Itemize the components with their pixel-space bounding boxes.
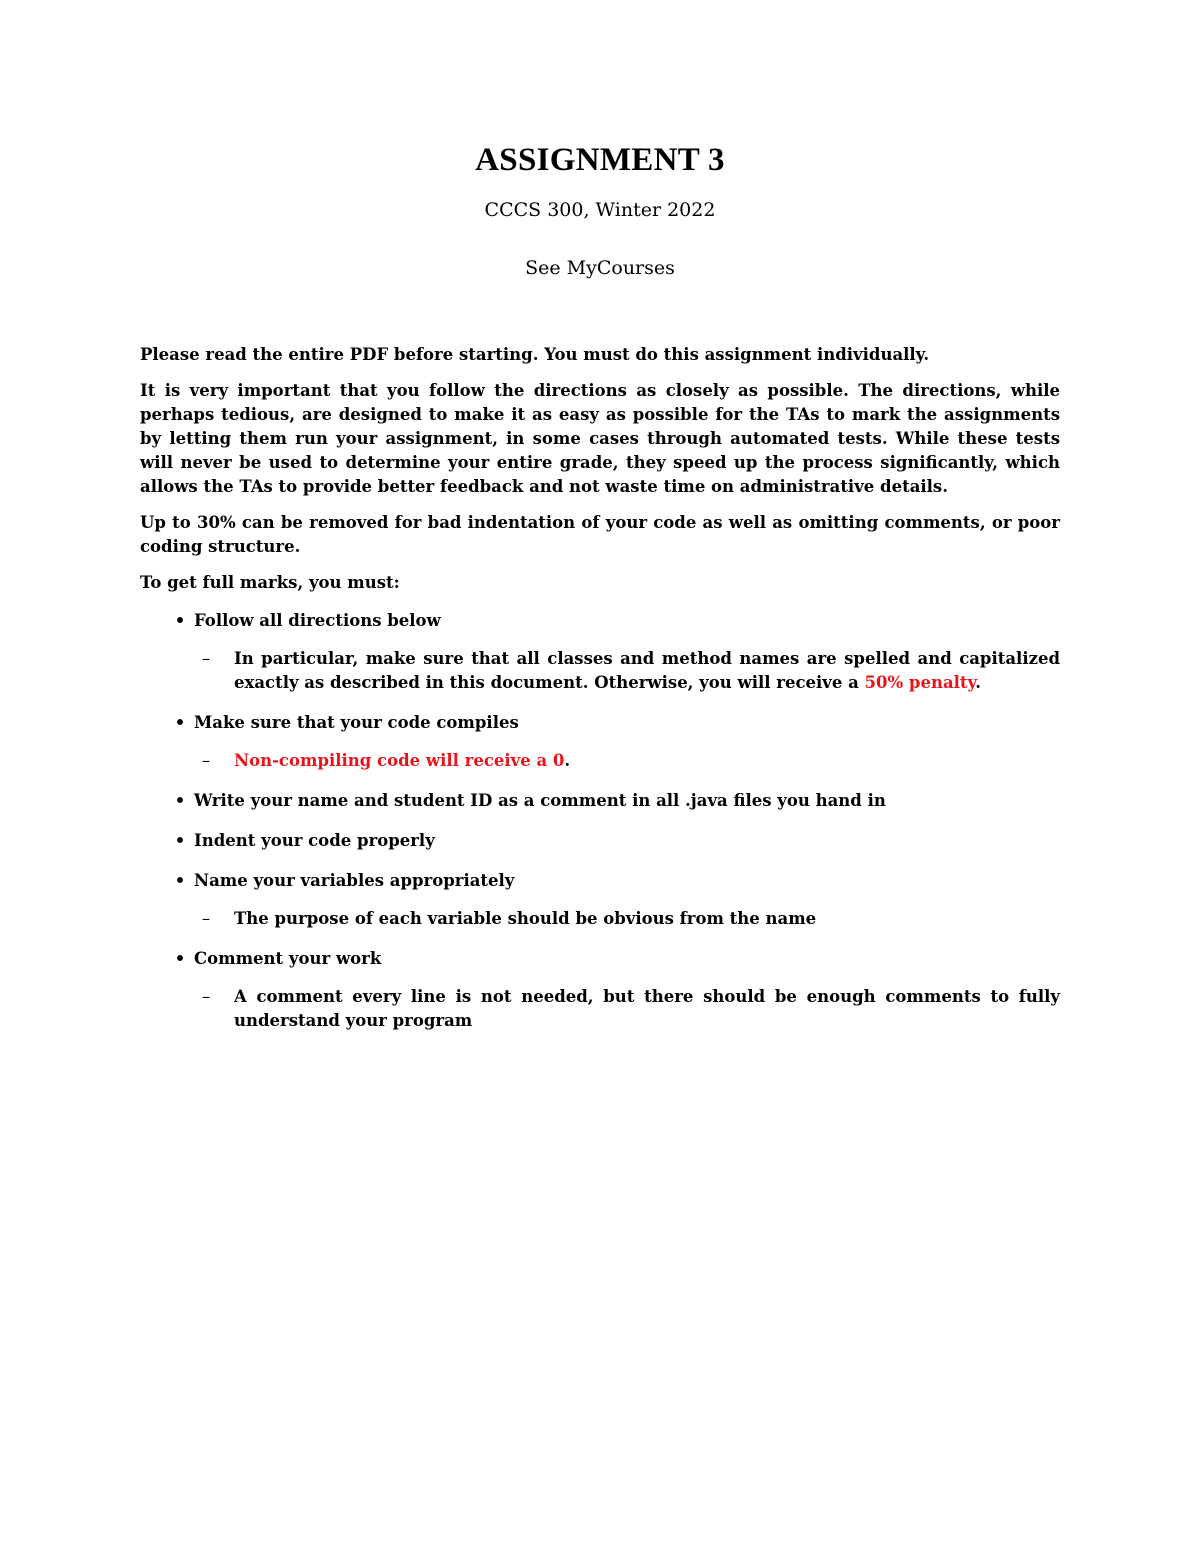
dash-icon: – <box>201 987 211 1006</box>
bullet-icon: • <box>174 791 186 810</box>
list-item <box>140 947 1060 1033</box>
list-item <box>140 829 1060 853</box>
sub-list-item <box>194 907 1060 931</box>
dash-icon: – <box>201 649 211 668</box>
sub-list-item <box>194 749 1060 773</box>
penalty-paragraph: Up to 30% can be removed for bad indentation of your code as well as omitting comments, or poor coding structure. <box>140 513 1060 556</box>
list-item-text: Name your variables appropriately <box>194 871 515 890</box>
due-info: See MyCourses <box>525 257 675 279</box>
requirements-list <box>140 609 1060 1033</box>
bullet-icon: • <box>174 871 186 890</box>
document-title: ASSIGNMENT 3 <box>475 142 725 178</box>
list-item-text: Follow all directions below <box>194 611 441 630</box>
sub-list-item <box>194 985 1060 1033</box>
list-item <box>140 609 1060 695</box>
sub-item-text: A comment every line is not needed, but there should be enough comments to fully understand your program <box>234 987 1060 1030</box>
sub-item-tail: . <box>975 673 981 692</box>
bullet-icon: • <box>174 713 186 732</box>
course-info: CCCS 300, Winter 2022 <box>484 199 716 221</box>
list-item-text: Comment your work <box>194 949 382 968</box>
full-marks-heading: To get full marks, you must: <box>140 573 400 592</box>
dash-icon: – <box>201 751 211 770</box>
document-page <box>140 140 1060 1049</box>
bullet-icon: • <box>174 611 186 630</box>
sub-list-item <box>194 647 1060 695</box>
bullet-icon: • <box>174 831 186 850</box>
directions-paragraph: It is very important that you follow the directions as closely as possible. The directions, while perhaps tedious, are designed to make it as easy as possible for the TAs to mark the assignments by letting them run your assignment, in some cases through automated tests. While these tests will never be used to determine your entire grade, they speed up the process significantly, which allows the TAs to provide better feedback and not waste time on administrative details. <box>140 381 1060 496</box>
sub-item-text: In particular, make sure that all classes and method names are spelled and capitalized exactly as described in this document. Otherwise, you will receive a <box>234 649 1060 692</box>
list-item-text: Make sure that your code compiles <box>194 713 519 732</box>
sub-item-tail: . <box>564 751 571 770</box>
dash-icon: – <box>201 909 211 928</box>
list-item-text: Write your name and student ID as a comment in all .java files you hand in <box>194 791 886 810</box>
penalty-highlight: 50% penalty <box>864 673 976 692</box>
list-item <box>140 711 1060 773</box>
bullet-icon: • <box>174 949 186 968</box>
list-item <box>140 869 1060 931</box>
compile-warning-highlight: Non-compiling code will receive a 0 <box>234 751 565 770</box>
list-item-text: Indent your code properly <box>194 831 435 850</box>
intro-paragraph: Please read the entire PDF before starting. You must do this assignment individually. <box>140 345 930 364</box>
list-item <box>140 789 1060 813</box>
sub-item-text: The purpose of each variable should be obvious from the name <box>234 909 817 928</box>
